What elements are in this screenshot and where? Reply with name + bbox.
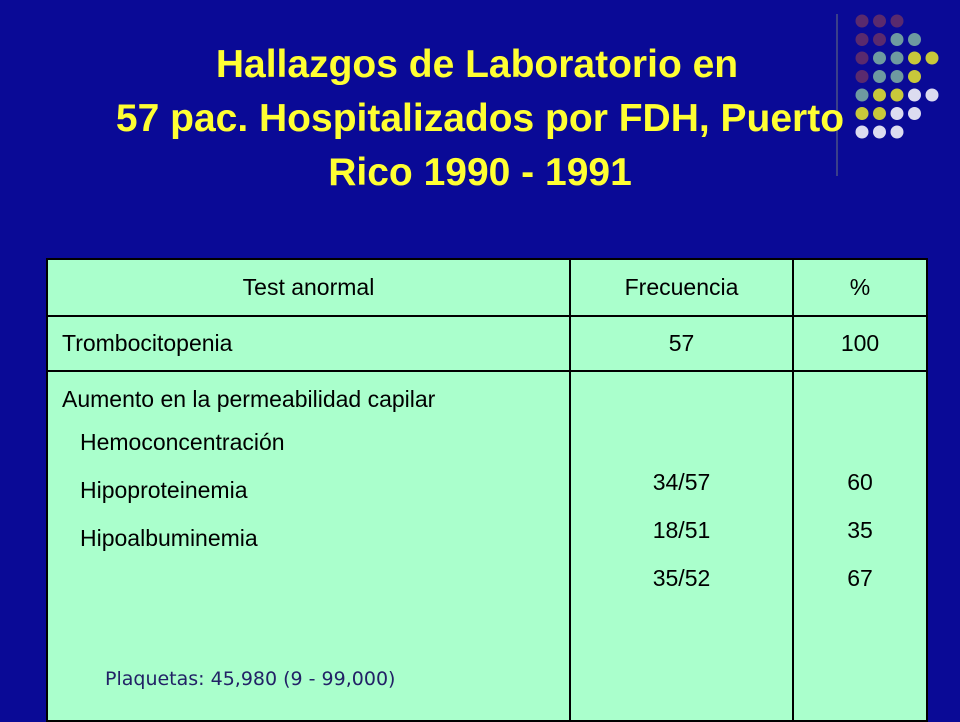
cell-percent: 100	[793, 316, 927, 371]
percent-value: 60	[847, 469, 873, 495]
footnote: Plaquetas: 45,980 (9 - 99,000)	[105, 668, 396, 690]
cell-test: Trombocitopenia	[47, 316, 570, 371]
cell-frequency: 57	[570, 316, 793, 371]
decor-dot	[873, 15, 886, 28]
subtest-label: Hipoalbuminemia	[80, 525, 258, 551]
title-line-2: 57 pac. Hospitalizados por FDH, Puerto	[115, 97, 845, 140]
subtest-label: Hemoconcentración	[80, 429, 285, 455]
cell-percent-group	[793, 371, 927, 721]
frequency-value: 35/52	[652, 565, 711, 591]
frequency-value: 34/57	[652, 469, 711, 495]
percent-value: 67	[847, 565, 873, 591]
cell-test: Aumento en la permeabilidad capilar	[62, 386, 436, 412]
cell-frequency-group	[570, 371, 793, 721]
table-header-row	[47, 259, 927, 316]
decor-dot	[891, 15, 904, 28]
header-percent: %	[793, 259, 927, 316]
table-row	[47, 316, 927, 371]
frequency-value: 18/51	[652, 517, 711, 543]
decor-dot	[856, 15, 869, 28]
percent-value: 35	[847, 517, 873, 543]
title-line-1: Hallazgos de Laboratorio en	[215, 43, 739, 86]
header-frequency: Frecuencia	[570, 259, 793, 316]
lab-findings-table	[46, 258, 928, 722]
slide-title	[0, 38, 960, 200]
title-line-3: Rico 1990 - 1991	[328, 151, 632, 194]
header-test: Test anormal	[47, 259, 570, 316]
subtest-label: Hipoproteinemia	[80, 477, 248, 503]
